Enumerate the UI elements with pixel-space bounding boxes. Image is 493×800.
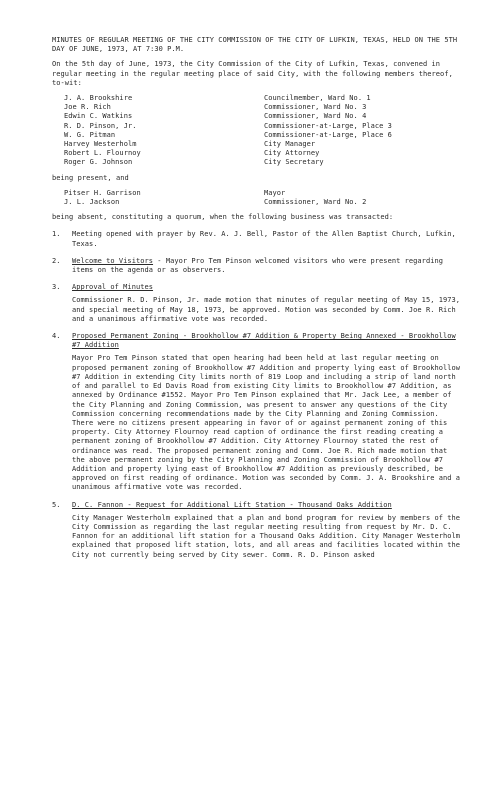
agenda-item [52, 332, 462, 350]
member-position: City Manager [264, 140, 316, 149]
member-position: Commissioner-at-Large, Place 3 [264, 121, 392, 130]
item-heading-wrap [72, 257, 462, 275]
member-position: Commissioner, Ward No. 4 [264, 112, 367, 121]
member-position: Mayor [264, 188, 286, 197]
member-position: City Secretary [264, 158, 324, 167]
roll-row [52, 140, 462, 149]
item-heading-rest: - Mayor Pro Tem Pinson welcomed visitors who were present regarding items on the agenda or as observers. [72, 256, 444, 275]
agenda-item [52, 257, 462, 275]
agenda-item [52, 501, 462, 510]
member-name: Pitser H. Garrison [64, 188, 141, 197]
member-position: Commissioner, Ward No. 3 [264, 103, 367, 112]
member-name: J. A. Brookshire [64, 94, 133, 103]
document-title: MINUTES OF REGULAR MEETING OF THE CITY COMMISSION OF THE CITY OF LUFKIN, TEXAS, HELD ON THE 5TH DAY OF JUNE, 1973, AT 7:30 P.M. [52, 36, 458, 54]
roll-row [52, 198, 462, 207]
agenda-item [52, 230, 462, 248]
absent-label: being absent, constituting a quorum, when the following business was transacted: [52, 213, 394, 222]
member-position: City Attorney [264, 149, 320, 158]
item-body: Commissioner R. D. Pinson, Jr. made motion that minutes of regular meeting of May 15, 1973, and special meeting of May 18, 1973, be approved. Motion was seconded by Comm. Joe R. Rich and a unanimous affirmative vote was recorded. [72, 296, 461, 323]
agenda-item [52, 283, 462, 292]
roll-row [52, 94, 462, 103]
item-heading: Proposed Permanent Zoning - Brookhollow #7 Addition & Property Being Annexed - Brookhollow #7 Addition [72, 332, 456, 350]
item-heading: Meeting opened with prayer by Rev. A. J. Bell, Pastor of the Allen Baptist Church, Lufkin, Texas. [72, 230, 456, 248]
member-name: Joe R. Rich [64, 103, 111, 112]
item-heading: Approval of Minutes [72, 283, 154, 292]
item-number: 4. [52, 332, 61, 341]
item-heading: D. C. Fannon - Request for Additional Lift Station - Thousand Oaks Addition [72, 500, 392, 509]
roll-row [52, 112, 462, 121]
item-number: 5. [52, 500, 61, 509]
roll-row [52, 122, 462, 131]
member-name: Harvey Westerholm [64, 140, 137, 149]
member-name: Edwin C. Watkins [64, 112, 133, 121]
item-heading: Welcome to Visitors [72, 256, 154, 265]
item-body: City Manager Westerholm explained that a plan and bond program for review by members of the City Commission as regarding the last regular meeting resulting from request by Mr. D. C. Fannon for an additional lift station for a Thousand Oaks Addition. City Manager Westerholm explained that proposed lift station, lots, and all areas and facilities located within the City not currently being served by City sewer. Comm. R. D. Pinson asked [72, 513, 461, 559]
roll-row [52, 189, 462, 198]
member-name: Robert L. Flournoy [64, 149, 141, 158]
roll-row [52, 103, 462, 112]
item-number: 1. [52, 230, 61, 239]
opening-paragraph: On the 5th day of June, 1973, the City Commission of the City of Lufkin, Texas, convened in regular meeting in the regular meeting place of said City, with the following members thereof, to-wit: [52, 60, 453, 87]
member-name: R. D. Pinson, Jr. [64, 121, 137, 130]
member-name: W. G. Pitman [64, 130, 116, 139]
member-position: Councilmember, Ward No. 1 [264, 94, 371, 103]
present-roll [52, 94, 462, 168]
roll-row [52, 158, 462, 167]
item-body: Mayor Pro Tem Pinson stated that open hearing had been held at last regular meeting on proposed permanent zoning of Brookhollow #7 Addition and property lying east of Brookhollow #7 Addition in extending City limits north of 819 Loop and including a strip of land north of and parallel to Ed Davis Road from existing City limits to Brookhollow #7 Addition, as annexed by Ordinance #1552. Mayor Pro Tem Pinson explained that Mr. Jack Lee, a member of the City Planning and Zoning Commission, was present to answer any questions of the City Commission concerning recommendations made by the City Planning and Zoning Commission. There were no citizens present appearing in favor of or against permanent zoning of this property. City Attorney Flournoy read caption of ordinance the first reading creating a permanent zoning of Brookhollow #7 Addition. City Attorney Flournoy stated the rest of ordinance was read. The proposed permanent zoning and Comm. Joe R. Rich made motion that the above permanent zoning by the City Planning and Zoning Commission of Brookhollow #7 Addition and property lying east of Brookhollow #7 Addition as previously described, be approved on first reading of ordinance. Motion was seconded by Comm. J. A. Brookshire and a unanimous affirmative vote was recorded. [72, 354, 461, 492]
member-position: Commissioner-at-Large, Place 6 [264, 130, 392, 139]
item-number: 3. [52, 283, 61, 292]
member-name: Roger G. Johnson [64, 158, 133, 167]
item-number: 2. [52, 256, 61, 265]
member-position: Commissioner, Ward No. 2 [264, 198, 367, 207]
absent-roll [52, 189, 462, 207]
roll-row [52, 131, 462, 140]
present-label: being present, and [52, 173, 129, 182]
member-name: J. L. Jackson [64, 198, 120, 207]
roll-row [52, 149, 462, 158]
minutes-document [52, 36, 462, 566]
